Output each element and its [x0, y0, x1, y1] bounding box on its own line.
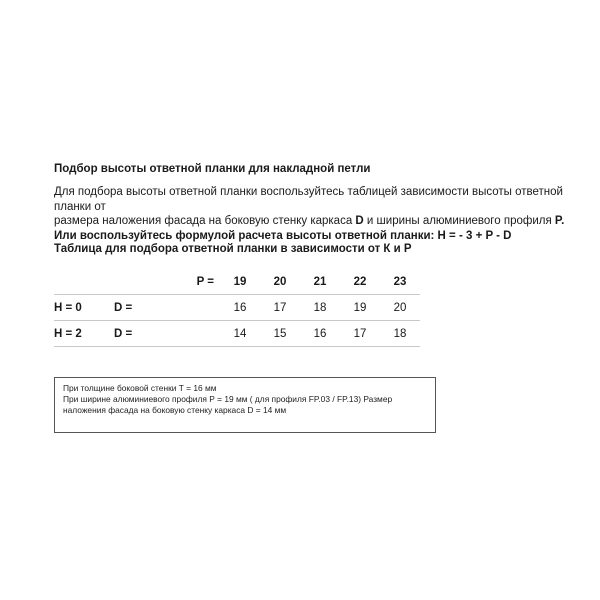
p-label: P =: [114, 269, 220, 295]
table-row: [54, 295, 420, 321]
note-line-1: При толщине боковой стенки Т = 16 мм: [63, 383, 217, 393]
d-value: 19: [340, 295, 380, 321]
note-line-3: наложения фасада на боковую стенку каркаса D = 14 мм: [63, 405, 287, 415]
d-label: D =: [114, 321, 220, 347]
instruction-paragraph: [54, 185, 574, 243]
symbol-d: D: [355, 215, 364, 227]
p-value: 20: [260, 269, 300, 295]
d-value: 17: [260, 295, 300, 321]
d-value: 18: [300, 295, 340, 321]
d-value: 20: [380, 295, 420, 321]
selection-table: [54, 269, 420, 347]
note-box: [54, 377, 436, 433]
d-value: 16: [300, 321, 340, 347]
h-label: H = 0: [54, 295, 114, 321]
d-value: 14: [220, 321, 260, 347]
table-title: Таблица для подбора ответной планки в зависимости от К и Р: [54, 243, 412, 255]
p-value: 22: [340, 269, 380, 295]
table-row: [54, 321, 420, 347]
instruction-line-2: [54, 214, 574, 229]
d-value: 18: [380, 321, 420, 347]
d-value: 17: [340, 321, 380, 347]
p-value: 19: [220, 269, 260, 295]
d-value: 15: [260, 321, 300, 347]
instruction-line-2-text: размера наложения фасада на боковую стенку каркаса: [54, 215, 356, 227]
instruction-line-2-text-2: и ширины алюминиевого профиля: [363, 215, 555, 227]
header-empty-cell: [54, 269, 114, 295]
d-value: 16: [220, 295, 260, 321]
instruction-line-1: Для подбора высоты ответной планки воспользуйтесь таблицей зависимости высоты ответной планки от: [54, 186, 563, 213]
d-label: D =: [114, 295, 220, 321]
section-heading: Подбор высоты ответной планки для накладной петли: [54, 163, 371, 175]
table-header-row: [54, 269, 420, 295]
p-value: 21: [300, 269, 340, 295]
p-value: 23: [380, 269, 420, 295]
note-line-2: При ширине алюминиевого профиля Р = 19 мм ( для профиля FP.03 / FP.13) Размер: [63, 394, 393, 404]
symbol-p: P.: [554, 215, 565, 227]
formula-line: Или воспользуйтесь формулой расчета высоты ответной планки: H = - 3 + P - D: [54, 229, 512, 242]
h-label: H = 2: [54, 321, 114, 347]
